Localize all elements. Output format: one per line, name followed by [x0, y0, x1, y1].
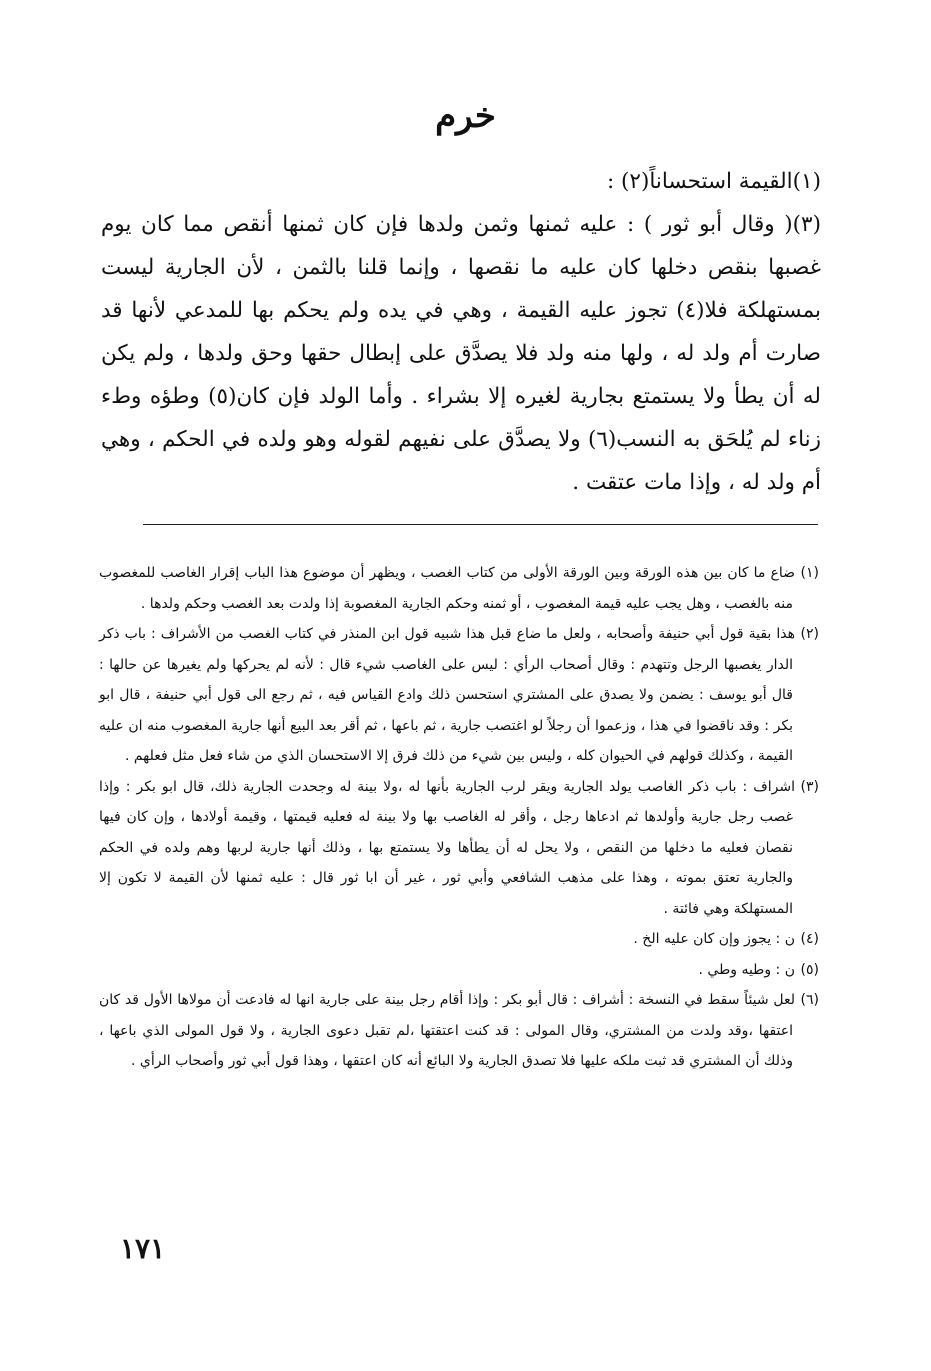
footnote-text: لعل شيئاً سقط في النسخة : أشراف : قال أبو بكر : وإذا أقام رجل بينة على جارية انها له فادعت أن مولاها الأول قد كان اعتقها ،وقد ولدت من المشتري، وقال المولى : قد كنت اعتقتها ،لم تقبل دعوى الجارية ، ولا قول المولى الذي باعها ، وذلك أن المشتري قد ثبت ملكه عليها فلا تصدق الجارية ولا البائع أنه كان اعتقها ، وهذا قول أبي ثور وأصحاب الرأي . — [99, 992, 795, 1069]
footnote-text: ن : يجوز وإن كان عليه الخ . — [633, 931, 795, 947]
footnote-number: (٦) — [800, 992, 819, 1008]
page-number: ١٧١ — [120, 1232, 166, 1265]
footnote-number: (١) — [800, 565, 819, 581]
main-paragraph: (٣)( وقال أبو ثور ) : عليه ثمنها وثمن ولدها فإن كان ثمنها أنقص مما كان يوم غصبها بنقص دخلها كان عليه ما نقصها ، وإنما قلنا بالثمن ، لأن الجارية ليست بمستهلكة فلا(٤) تجوز عليه القيمة ، وهي في يده ولم يحكم بها للمدعي لأنها قد صارت أم ولد له ، ولها منه ولد فلا يصدَّق على إبطال حقها وحق ولدها ، ولم يكن له أن يطأ ولا يستمتع بجارية لغيره إلا بشراء . وأما الولد فإن كان(٥) وطؤه وطء زناء لم يُلحَق به النسب(٦) ولا يصدَّق على نفيهم لقوله وهو ولده في الحكم ، وهي أم ولد له ، وإذا مات عتقت . — [101, 212, 821, 495]
footnote-number: (٥) — [800, 961, 819, 978]
footnote — [99, 558, 819, 619]
footnote-number: (٣) — [800, 778, 819, 795]
footnote-text: هذا بقية قول أبي حنيفة وأصحابه ، ولعل ما ضاع قبل هذا شبيه قول ابن المنذر في كتاب الغصب من الأشراف : باب ذكر الدار يغصبها الرجل وتتهدم : وقال أصحاب الرأي : ليس على الغاصب شيء قال : لأنه لم يحركها ولم يغيرها عن حالها : قال أبو يوسف : يضمن ولا يصدق على المشتري استحسن ذلك وادع القياس فيه ، ثم رجع الى قول أبي حنيفة ، قال ابو بكر : وقد ناقضوا في هذا ، وزعموا أن رجلاً لو اغتصب جارية ، ثم باعها ، ثم أقر بعد البيع أنها جارية المغصوب منه ان عليه القيمة ، وكذلك قولهم في الحيوان كله ، وليس بين شيء من ذلك فرق إلا الاستحسان الذي من شاء فعل مثل فعلهم . — [99, 626, 795, 764]
footnotes — [99, 558, 819, 1077]
footnote — [99, 985, 819, 1077]
footnote — [99, 924, 819, 955]
footnote — [99, 955, 819, 986]
footnote-text: ن : وطيه وطي . — [698, 961, 795, 978]
page-header-title: خرم — [435, 96, 496, 136]
main-text — [101, 160, 821, 504]
footnote-number: (٤) — [800, 931, 819, 947]
footnote — [99, 619, 819, 772]
footnote-text: اشراف : باب ذكر الغاصب يولد الجارية ويقر لرب الجارية بأنها له ،ولا بينة له وجحدت الجارية ذلك، قال ابو بكر : وإذا غصب رجل جارية وأولدها ثم ادعاها رجل ، وأقر له الغاصب بها ولا بينة له فعليه قيمتها ، وقيمة أولادها ، وإن كان فيها نقصان فعليه ما دخلها من النقص ، ولا يحل له أن يطأها ولا يستمتع بها ، وذلك أنها جارية لربها وهم ولده في الحكم والجارية تعتق بموته ، وهذا على مذهب الشافعي وأبي ثور ، غير أن ابا ثور قال : عليه ثمنها لأن القيمة لا تكون إلا المستهلكة وهي فائتة . — [99, 778, 795, 917]
main-paragraph: (١)القيمة استحساناً(٢) : — [606, 169, 821, 194]
footnote — [99, 772, 819, 925]
footnote-divider — [143, 524, 818, 525]
footnote-number: (٢) — [800, 626, 819, 642]
footnote-text: ضاع ما كان بين هذه الورقة وبين الورقة الأولى من كتاب الغصب ، ويظهر أن موضوع هذا الباب إقرار الغاصب للمغصوب منه بالغصب ، وهل يجب عليه قيمة المغصوب ، أو ثمنه وحكم الجارية المغصوبة إذا ولدت بعد الغصب وحكم ولدها . — [99, 565, 795, 612]
